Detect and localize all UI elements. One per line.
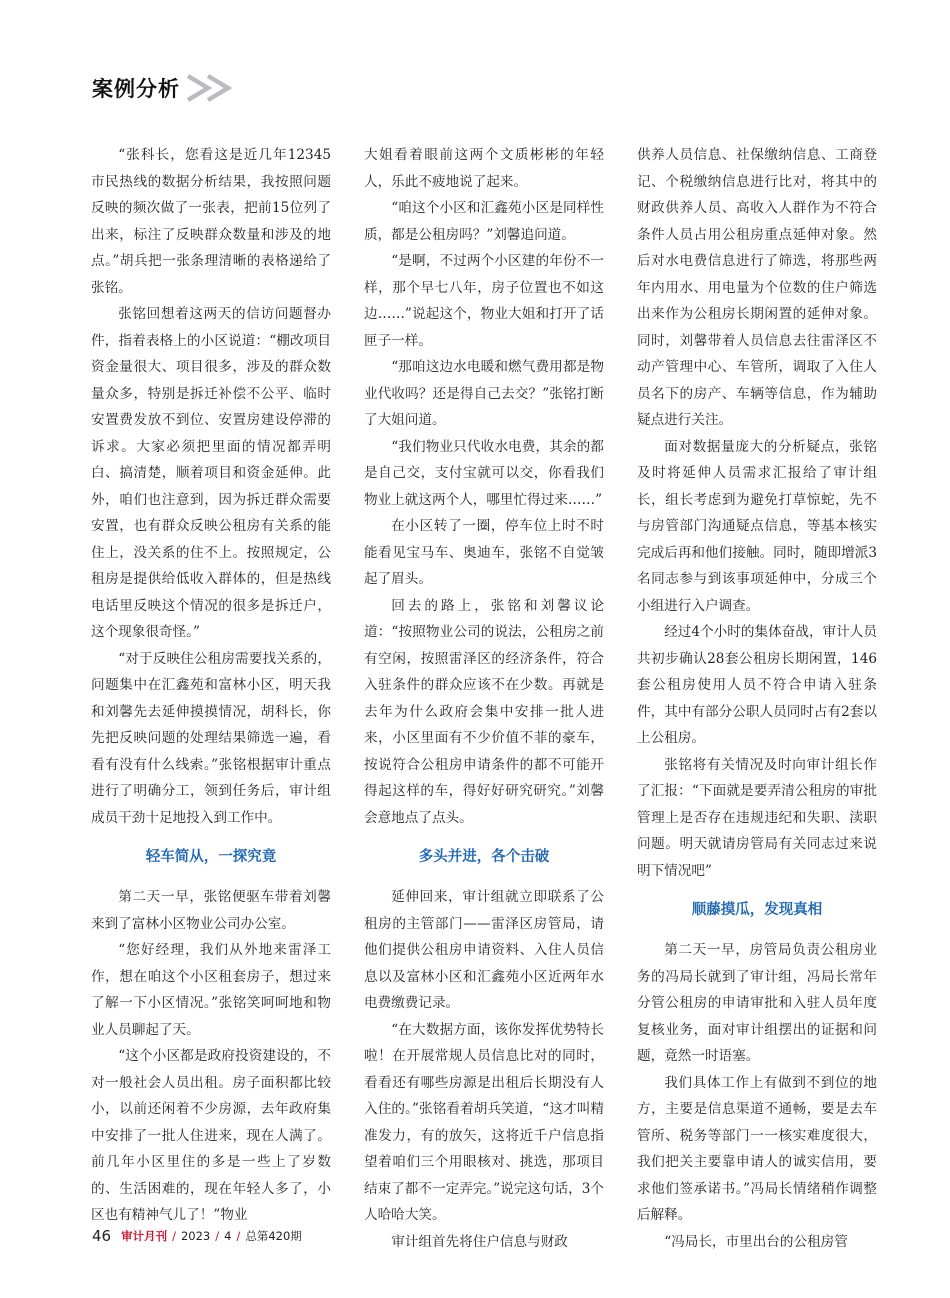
paragraph: 延伸回来，审计组就立即联系了公租房的主管部门——雷泽区房管局，请他们提供公租房申请资料、入住人员信息以及富林小区和汇鑫苑小区近两年水电费缴费记录。 <box>364 889 604 1011</box>
footer-separator: / <box>215 1229 220 1243</box>
total-issue: 总第420期 <box>245 1229 302 1243</box>
paragraph: “对于反映住公租房需要找关系的，问题集中在汇鑫苑和富林小区，明天我和刘馨先去延伸摸摸情况，胡科长，你先把反映问题的处理结果筛选一遍，看看有没有什么线索。”张铭根据审计重点进行了明确分工，领到任务后，审计组成员干劲十足地投入到工作中。 <box>91 650 331 826</box>
paragraph: “张科长，您看这是近几年12345市民热线的数据分析结果，我按照问题反映的频次做了一张表，把前15位列了出来，标注了反映群众数量和涉及的地点。”胡兵把一张条理清晰的表格递给了张铭。 <box>91 147 331 296</box>
section-heading: 轻车简从，一探究竟 <box>145 849 277 865</box>
issue-number: 4 <box>224 1229 232 1243</box>
paragraph: 第二天一早，张铭便驱车带着刘馨来到了富林小区物业公司办公室。 <box>91 889 331 932</box>
paragraph: “咱这个小区和汇鑫苑小区是同样性质，都是公租房吗？”刘馨追问道。 <box>364 200 604 243</box>
footer-separator: / <box>172 1229 176 1243</box>
paragraph: 我们具体工作上有做到不到位的地方，主要是信息渠道不通畅，要是去车管所、税务等部门一一核实难度很大，我们把关主要靠申请人的诚实信用，要求他们签承诺书。”冯局长情绪稍作调整后解释。 <box>637 1074 877 1223</box>
footer-separator: / <box>236 1229 241 1243</box>
issue-year: 2023 <box>180 1229 211 1243</box>
magazine-name: 审计月刊 <box>121 1229 168 1243</box>
paragraph: “我们物业只代收水电费，其余的都是自己交，支付宝就可以交，你看我们物业上就这两个人，哪里忙得过来……” <box>364 438 604 508</box>
paragraph: 回去的路上，张铭和刘馨议论道：“按照物业公司的说法，公租房之前有空闲，按照雷泽区的经济条件，符合入驻条件的群众应该不在少数。再就是去年为什么政府会集中安排一批人进来，小区里面有不少价值不菲的豪车，按说符合公租房申请条件的都不可能开得起这样的车，得好好研究研究。”刘馨会意地点了点头。 <box>364 597 604 826</box>
paragraph: 大姐看着眼前这两个文质彬彬的年轻人，乐此不疲地说了起来。 <box>364 147 604 190</box>
paragraph: 张铭回想着这两天的信访问题督办件，指着表格上的小区说道：“棚改项目资金量很大、项目很多，涉及的群众数量众多，特别是拆迁补偿不公平、临时安置费发放不到位、安置房建设停滞的诉求。大家必须把里面的情况都弄明白、搞清楚，顺着项目和资金延伸。此外，咱们也注意到，因为拆迁群众需要安置，也有群众反映公租房有关系的能住上，没关系的住不上。按照规定，公租房是提供给低收入群体的，但是热线电话里反映这个情况的很多是拆迁户，这个现象很奇怪。” <box>91 306 331 640</box>
section-heading: 多头并进，各个击破 <box>418 849 550 865</box>
section-heading: 顺藤摸瓜，发现真相 <box>691 902 823 918</box>
paragraph: 第二天一早，房管局负责公租房业务的冯局长就到了审计组，冯局长常年分管公租房的申请审批和入驻人员年度复核业务，面对审计组摆出的证据和问题，竟然一时语塞。 <box>637 942 877 1064</box>
paragraph: “冯局长，市里出台的公租房管 <box>664 1233 848 1250</box>
double-chevron-right-icon <box>184 73 244 103</box>
paragraph: 张铭将有关情况及时向审计组长作了汇报：“下面就是要弄清公租房的审批管理上是否存在违规违纪和失职、渎职问题。明天就请房管局有关同志过来说明下情况吧” <box>637 756 877 879</box>
article-column-2 <box>364 142 604 1255</box>
paragraph: 审计组首先将住户信息与财政 <box>391 1233 568 1250</box>
article-column-3 <box>637 142 877 1255</box>
article-column-1 <box>91 142 331 1229</box>
paragraph: “那咱这边水电暖和燃气费用都是物业代收吗？还是得自己去交？”张铭打断了大姐问道。 <box>364 359 604 428</box>
section-label: 案例分析 <box>92 77 180 101</box>
page-number: 46 <box>92 1227 112 1245</box>
paragraph: 在小区转了一圈，停车位上时不时能看见宝马车、奥迪车，张铭不自觉皱起了眉头。 <box>364 518 604 587</box>
section-header <box>92 68 244 108</box>
paragraph: “这个小区都是政府投资建设的，不对一般社会人员出租。房子面积都比较小，以前还闲着不少房源，去年政府集中安排了一批人住进来，现在人满了。前几年小区里住的多是一些上了岁数的、生活困难的，现在年轻人多了，小区也有精神气儿了！”物业 <box>91 1048 331 1223</box>
paragraph: 面对数据量庞大的分析疑点，张铭及时将延伸人员需求汇报给了审计组长，组长考虑到为避免打草惊蛇，先不与房管部门沟通疑点信息，等基本核实完成后再和他们接触。同时，随即增派3名同志参与到该事项延伸中，分成三个小组进行入户调查。 <box>637 438 877 614</box>
paragraph: 供养人员信息、社保缴纳信息、工商登记、个税缴纳信息进行比对，将其中的财政供养人员、高收入人群作为不符合条件人员占用公租房重点延伸对象。然后对水电费信息进行了筛选，将那些两年内用水、用电量为个位数的住户筛选出来作为公租房长期闲置的延伸对象。同时，刘馨带着人员信息去往雷泽区不动产管理中心、车管所，调取了入住人员名下的房产、车辆等信息，作为辅助疑点进行关注。 <box>637 147 877 428</box>
paragraph: “您好经理，我们从外地来雷泽工作，想在咱这个小区租套房子，想过来了解一下小区情况。”张铭笑呵呵地和物业人员聊起了天。 <box>91 942 331 1038</box>
paragraph: “在大数据方面，该你发挥优势特长啦！在开展常规人员信息比对的同时，看看还有哪些房源是出租后长期没有人入住的。”张铭看着胡兵笑道，“这才叫精准发力，有的放矢，这将近千户信息指望着咱们三个用眼核对、挑选，那项目结束了都不一定弄完。”说完这句话，3个人哈哈大笑。 <box>364 1021 604 1223</box>
page-footer <box>92 1225 302 1247</box>
paragraph: 经过4个小时的集体奋战，审计人员共初步确认28套公租房长期闲置，146套公租房使用人员不符合申请入驻条件，其中有部分公职人员同时占有2套以上公租房。 <box>637 624 877 746</box>
paragraph: “是啊，不过两个小区建的年份不一样，那个早七八年，房子位置也不如这边……”说起这个，物业大姐和打开了话匣子一样。 <box>364 253 604 349</box>
